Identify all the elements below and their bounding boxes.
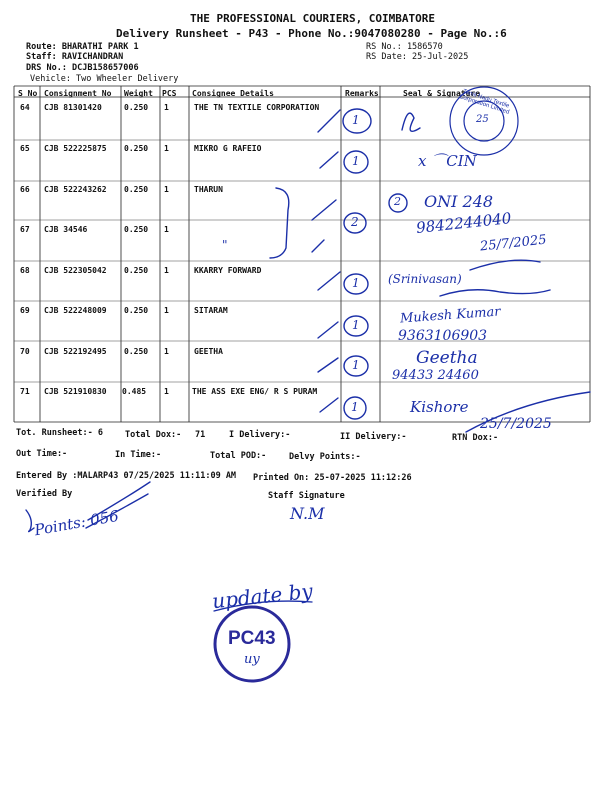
row-weight: 0.250 (124, 347, 149, 356)
delvy-points: Delvy Points:- (289, 452, 361, 462)
row-pcs: 1 (164, 306, 169, 315)
row-weight: 0.250 (124, 144, 149, 153)
row-weight: 0.250 (124, 103, 149, 112)
row-consignee: THARUN (194, 185, 223, 194)
route-line: Route: BHARATHI PARK 1 (26, 42, 139, 52)
staff-signature-mark: N.M (290, 504, 325, 523)
company-title: THE PROFESSIONAL COURIERS, COIMBATORE (190, 12, 436, 25)
update-by-note: update by (211, 578, 314, 614)
row-sno: 71 (20, 387, 30, 396)
row-consignment: CJB 522192495 (44, 347, 107, 356)
runsheet-subtitle: Delivery Runsheet - P43 - Phone No.:9047080280 - Page No.:6 (116, 27, 507, 40)
signature-71-line2: 25/7/2025 (480, 416, 552, 432)
row-weight: 0.485 (122, 387, 147, 396)
ii-delivery: II Delivery:- (340, 432, 407, 442)
row-sno: 70 (20, 347, 30, 356)
row-weight: 0.250 (124, 225, 149, 234)
col-header-sno: S No (18, 89, 38, 98)
signature-68: (Srinivasan) (388, 272, 462, 286)
total-dox-value: 71 (195, 430, 206, 440)
i-delivery: I Delivery:- (229, 430, 291, 440)
remark-mark: 2 (394, 195, 401, 208)
seal-date: 25 (476, 114, 489, 125)
entered-by: Entered By :MALARP43 07/25/2025 11:11:09 AM (16, 471, 237, 481)
row-consignee: THE ASS EXE ENG/ R S PURAM (192, 387, 318, 396)
row-sno: 66 (20, 185, 30, 194)
row-consignment: CJB 522243262 (44, 185, 107, 194)
row-pcs: 1 (164, 347, 169, 356)
rs-date: RS Date: 25-Jul-2025 (366, 52, 469, 62)
vehicle-line: Vehicle: Two Wheeler Delivery (30, 74, 179, 84)
stamp-initials: uy (244, 652, 260, 667)
remark-mark: 2 (351, 215, 359, 229)
signature-66-line3: 25/7/2025 (479, 232, 548, 255)
total-pod: Total POD:- (210, 451, 267, 461)
remark-mark: 1 (352, 154, 360, 168)
in-time: In Time:- (115, 450, 162, 460)
signature-70-line2: 94433 24460 (392, 368, 479, 383)
row-consignee: GEETHA (194, 347, 223, 356)
col-header-consignee: Consignee Details (192, 89, 274, 98)
row-consignment: CJB 81301420 (44, 103, 102, 112)
points-note: Points: 056 (33, 506, 121, 540)
staff-signature-label: Staff Signature (268, 491, 345, 501)
row-consignee: KKARRY FORWARD (194, 266, 262, 275)
drs-line: DRS No.: DCJB158657006 (26, 63, 139, 73)
row-weight: 0.250 (124, 306, 149, 315)
col-header-consignment: Consignment No (44, 89, 112, 98)
row-pcs: 1 (164, 103, 169, 112)
row-consignment: CJB 522248009 (44, 306, 107, 315)
remark-mark: 1 (352, 276, 360, 290)
row-weight: 0.250 (124, 266, 149, 275)
signature-65: x ⌒CIN (418, 152, 477, 170)
row-sno: 64 (20, 103, 30, 112)
row-consignment: CJB 521910830 (44, 387, 107, 396)
col-header-pcs: PCS (162, 89, 177, 98)
col-header-seal: Seal & Signature (403, 89, 481, 98)
row-pcs: 1 (164, 225, 169, 234)
row-sno: 67 (20, 225, 30, 234)
signature-66-line2: 9842244040 (415, 209, 513, 237)
row-weight: 0.250 (124, 185, 149, 194)
col-header-weight: Weight (124, 89, 153, 98)
rs-number: RS No.: 1586570 (366, 42, 443, 52)
verified-by-label: Verified By (16, 489, 73, 499)
row-sno: 65 (20, 144, 30, 153)
row-pcs: 1 (164, 387, 169, 396)
remark-mark: 1 (351, 400, 359, 414)
remark-mark: 1 (352, 358, 360, 372)
signature-70-line1: Geetha (416, 348, 478, 368)
row-pcs: 1 (164, 185, 169, 194)
signature-69-line1: Mukesh Kumar (399, 304, 501, 327)
stamp-code: PC43 (228, 628, 276, 649)
remark-mark: 1 (352, 113, 360, 127)
row-pcs: 1 (164, 266, 169, 275)
rtn-dox: RTN Dox:- (452, 433, 499, 443)
printed-on: Printed On: 25-07-2025 11:12:26 (253, 473, 412, 483)
row-consignee: MIKRO G RAFEIO (194, 144, 262, 153)
signature-69-line2: 9363106903 (398, 328, 488, 344)
total-dox-label: Total Dox:- (125, 430, 182, 440)
row-pcs: 1 (164, 144, 169, 153)
row-consignment: CJB 522225875 (44, 144, 107, 153)
row-consignment: CJB 522305042 (44, 266, 107, 275)
row-consignment: CJB 34546 (44, 225, 88, 234)
col-header-remarks: Remarks (345, 89, 379, 98)
ditto-mark: " (222, 238, 228, 252)
seal-text: Tamil Nadu Textile Corporation Limited (458, 88, 510, 116)
row-consignee: SITARAM (194, 306, 228, 315)
row-sno: 69 (20, 306, 30, 315)
row-consignee: THE TN TEXTILE CORPORATION (194, 103, 320, 112)
signature-71-line1: Kishore (410, 398, 469, 416)
out-time: Out Time:- (16, 449, 68, 459)
staff-line: Staff: RAVICHANDRAN (26, 52, 124, 62)
remark-mark: 1 (352, 318, 360, 332)
row-sno: 68 (20, 266, 30, 275)
signature-66-line1: ONI 248 (424, 192, 494, 211)
total-runsheet: Tot. Runsheet:- 6 (16, 428, 103, 438)
